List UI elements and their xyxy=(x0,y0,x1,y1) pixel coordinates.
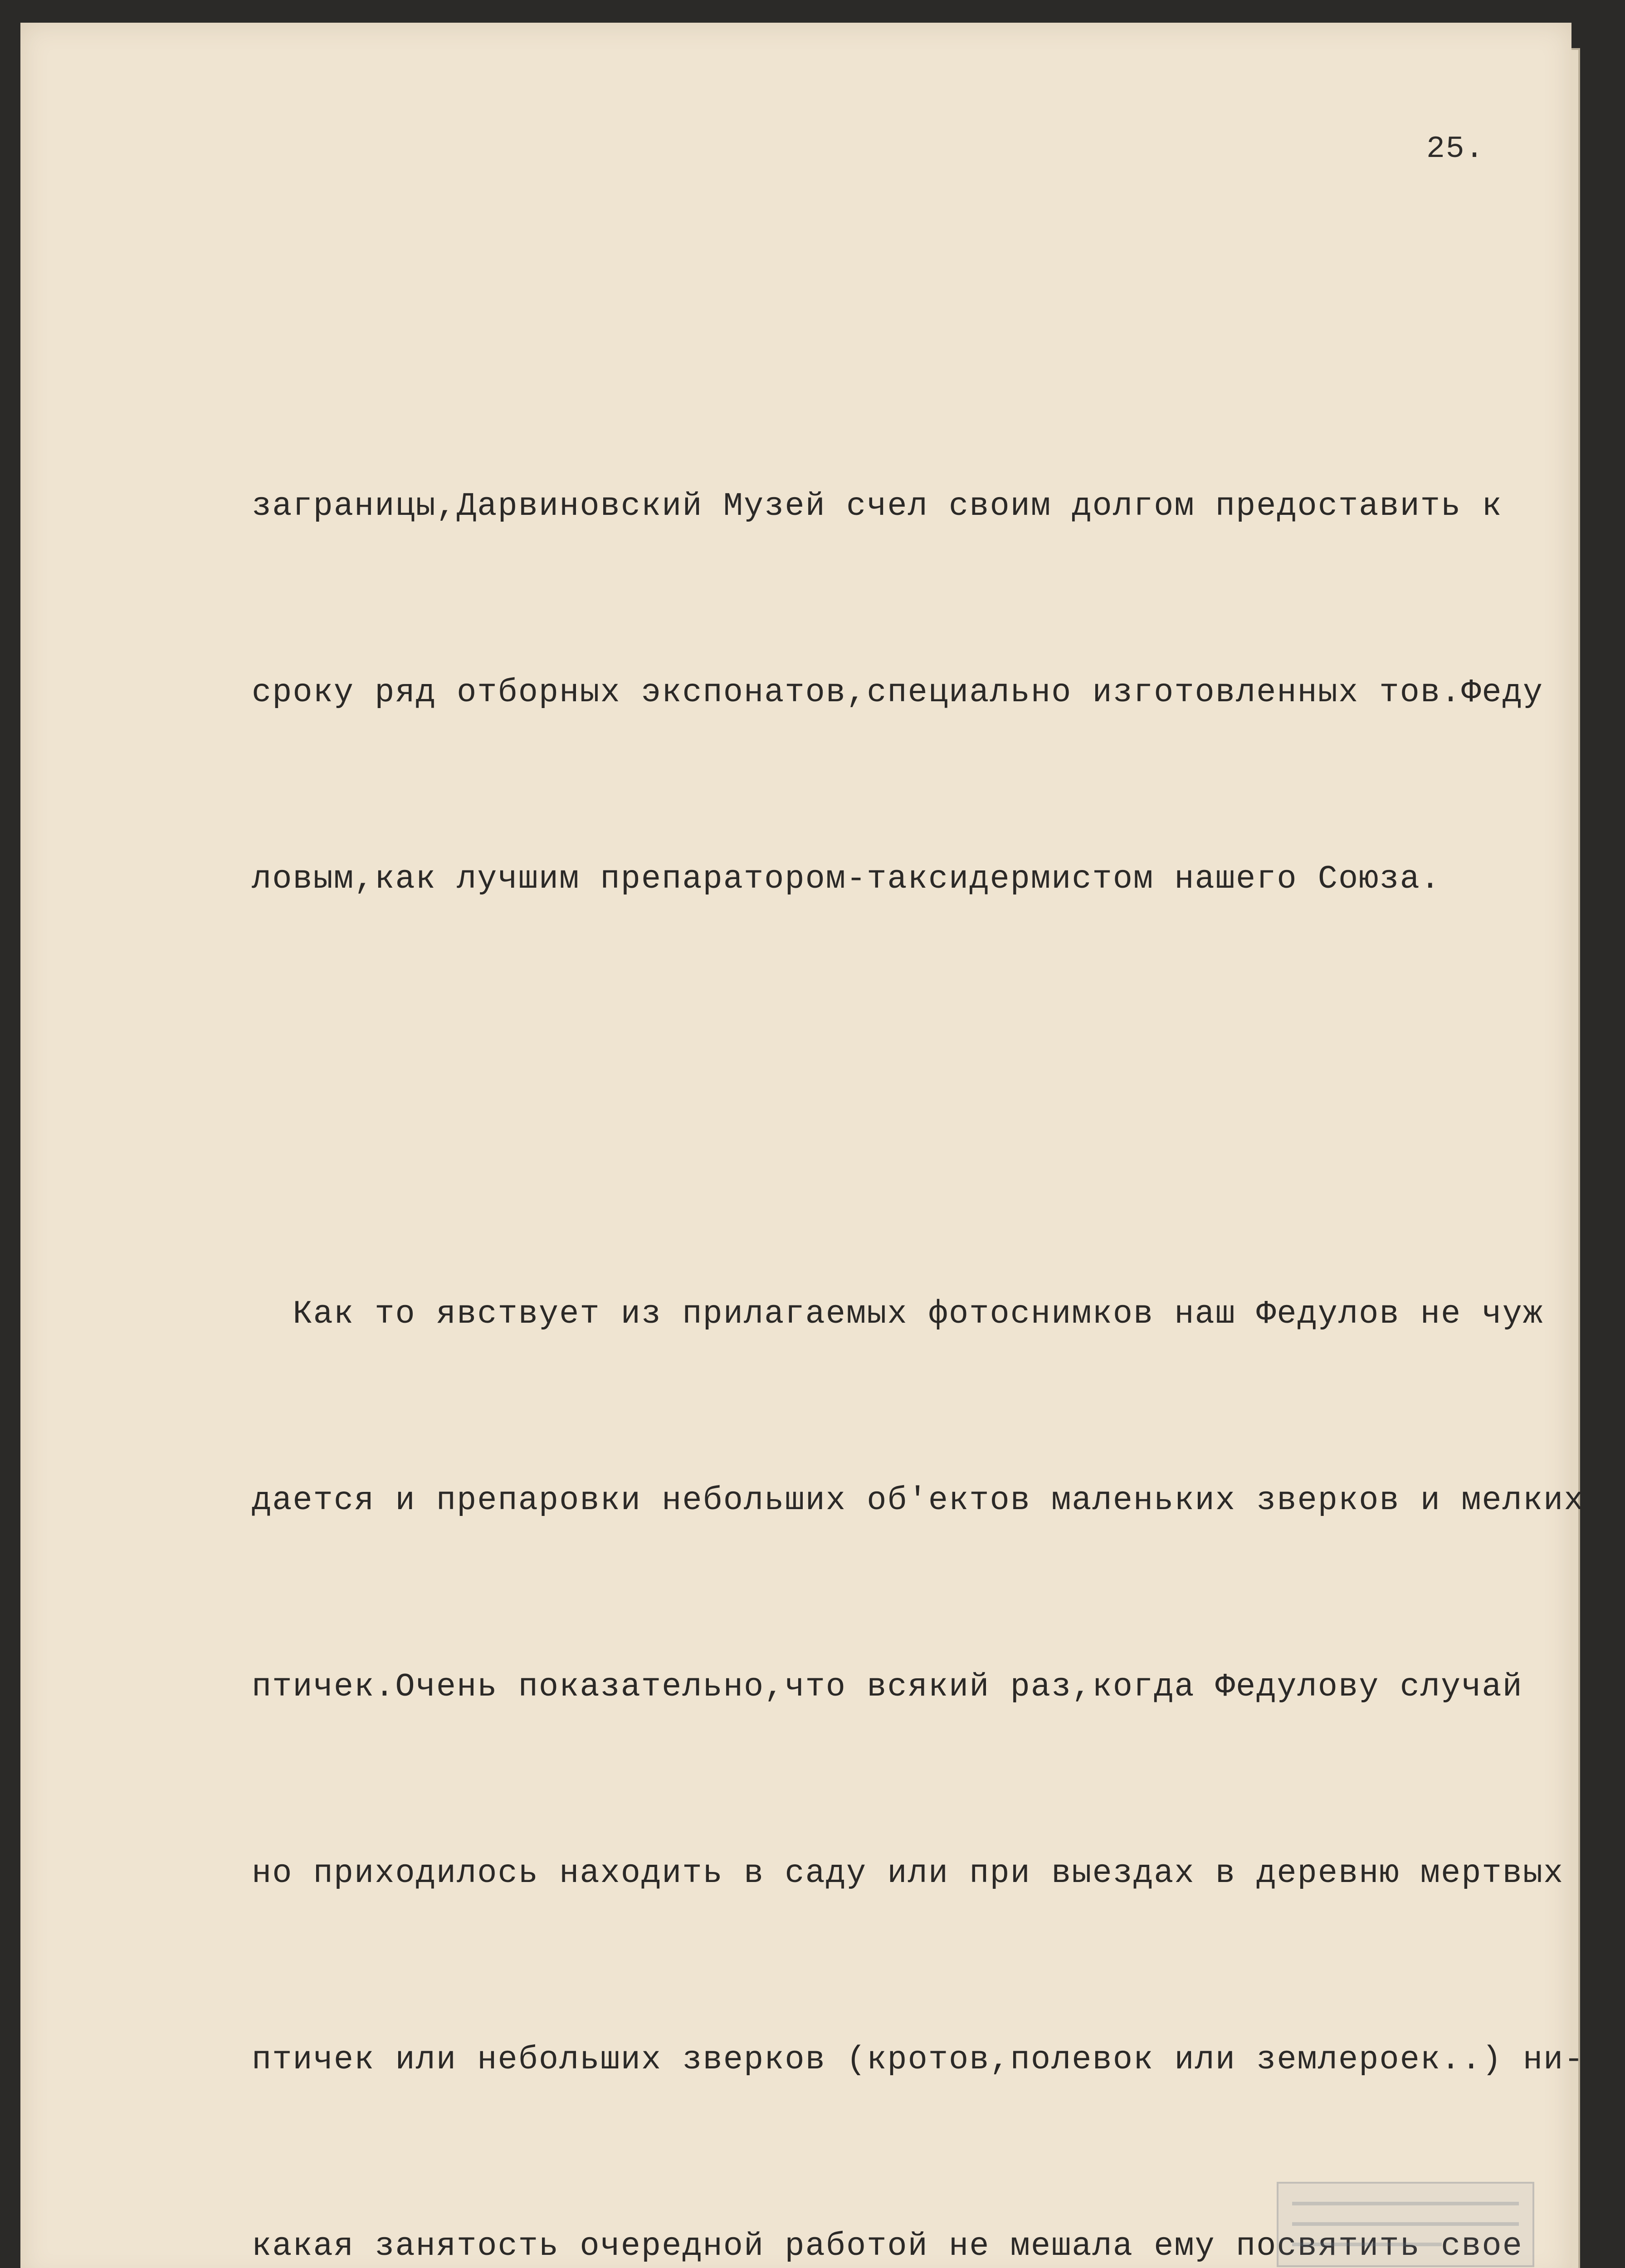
page-number: 25. xyxy=(1426,132,1485,166)
text-line: Как то явствует из прилагаемых фотоснимков наш Федулов не чуж xyxy=(252,1295,1544,1333)
text-line: дается и препаровки небольших об'ектов маленьких зверков и мелких xyxy=(252,1482,1585,1519)
text-line: но приходилось находить в саду или при выездах в деревню мертвых xyxy=(252,1855,1564,1892)
paragraph-2 xyxy=(252,1159,1590,2268)
text-line: ловым,как лучшим препаратором-таксидермистом нашего Союза. xyxy=(252,860,1441,898)
typewritten-page xyxy=(20,23,1585,2268)
stamp-line xyxy=(1292,2243,1442,2246)
text-line: птичек.Очень показательно,что всякий раз,когда Федулову случай xyxy=(252,1668,1523,1706)
faded-archive-stamp xyxy=(1277,2182,1534,2267)
stamp-line xyxy=(1292,2222,1519,2226)
body-text xyxy=(252,227,1590,2268)
stamp-line xyxy=(1292,2202,1519,2205)
text-line: заграницы,Дарвиновский Музей счел своим долгом предоставить к xyxy=(252,488,1503,525)
paragraph-1 xyxy=(252,351,1590,1035)
text-line: сроку ряд отборных экспонатов,специально изготовленных тов.Феду xyxy=(252,674,1544,711)
text-line: птичек или небольших зверков (кротов,полевок или землероек..) ни- xyxy=(252,2041,1585,2078)
text-line: какая занятость очередной работой не мешала ему посвятить свое xyxy=(252,2228,1523,2265)
